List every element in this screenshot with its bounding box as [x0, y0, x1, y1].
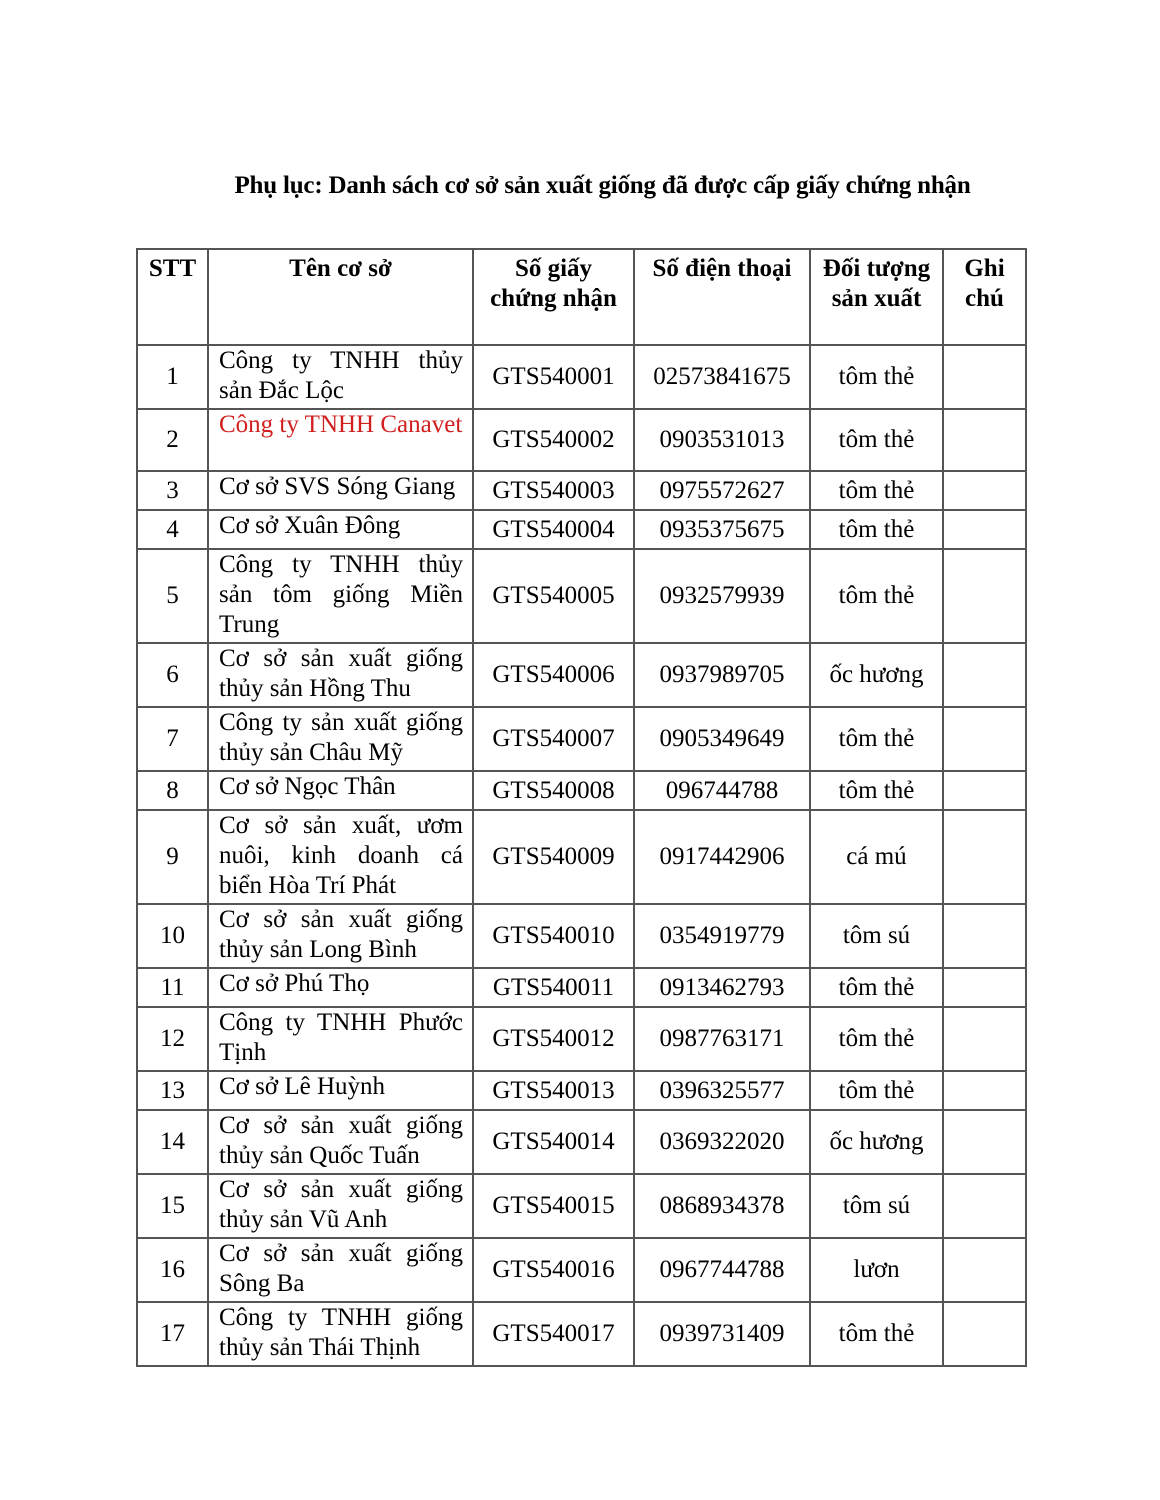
stt-cell: 14 — [137, 1110, 208, 1174]
cert-cell: GTS540008 — [473, 771, 634, 810]
stt-cell: 13 — [137, 1071, 208, 1110]
name-cell: Công ty TNHH Canavet — [208, 409, 473, 471]
target-cell: tôm thẻ — [810, 1302, 943, 1366]
target-cell: tôm thẻ — [810, 409, 943, 471]
stt-cell: 11 — [137, 968, 208, 1007]
target-cell: tôm thẻ — [810, 471, 943, 510]
name-cell: Cơ sở sản xuất, ươm nuôi, kinh doanh cá biển Hòa Trí Phát — [208, 810, 473, 904]
phone-cell: 0913462793 — [634, 968, 810, 1007]
note-cell — [943, 1007, 1026, 1071]
phone-cell: 0937989705 — [634, 643, 810, 707]
name-cell: Cơ sở sản xuất giống thủy sản Vũ Anh — [208, 1174, 473, 1238]
table-row — [137, 643, 1026, 707]
column-header-stt: STT — [137, 249, 208, 345]
target-cell: tôm sú — [810, 1174, 943, 1238]
note-cell — [943, 771, 1026, 810]
table-row — [137, 510, 1026, 549]
stt-cell: 17 — [137, 1302, 208, 1366]
phone-cell: 0905349649 — [634, 707, 810, 771]
page-title: Phụ lục: Danh sách cơ sở sản xuất giống đã được cấp giấy chứng nhận — [234, 172, 971, 199]
note-cell — [943, 1110, 1026, 1174]
name-cell: Công ty TNHH Phước Tịnh — [208, 1007, 473, 1071]
name-cell: Cơ sở SVS Sóng Giang — [208, 471, 473, 510]
table-row — [137, 549, 1026, 643]
cert-cell: GTS540006 — [473, 643, 634, 707]
target-cell: tôm sú — [810, 904, 943, 968]
note-cell — [943, 643, 1026, 707]
name-cell: Công ty TNHH giống thủy sản Thái Thịnh — [208, 1302, 473, 1366]
note-cell — [943, 1174, 1026, 1238]
target-cell: tôm thẻ — [810, 707, 943, 771]
cert-cell: GTS540007 — [473, 707, 634, 771]
target-cell: tôm thẻ — [810, 1007, 943, 1071]
phone-cell: 0396325577 — [634, 1071, 810, 1110]
stt-cell: 15 — [137, 1174, 208, 1238]
cert-cell: GTS540004 — [473, 510, 634, 549]
note-cell — [943, 549, 1026, 643]
target-cell: tôm thẻ — [810, 968, 943, 1007]
cert-cell: GTS540002 — [473, 409, 634, 471]
column-header-target: Đối tượng sản xuất — [810, 249, 943, 345]
cert-cell: GTS540011 — [473, 968, 634, 1007]
stt-cell: 1 — [137, 345, 208, 409]
stt-cell: 10 — [137, 904, 208, 968]
cert-cell: GTS540003 — [473, 471, 634, 510]
name-cell: Công ty TNHH thủy sản Đắc Lộc — [208, 345, 473, 409]
table-row — [137, 1174, 1026, 1238]
table-row — [137, 810, 1026, 904]
phone-cell: 0354919779 — [634, 904, 810, 968]
phone-cell: 0917442906 — [634, 810, 810, 904]
table-row — [137, 968, 1026, 1007]
phone-cell: 0967744788 — [634, 1238, 810, 1302]
name-cell: Cơ sở Lê Huỳnh — [208, 1071, 473, 1110]
note-cell — [943, 1302, 1026, 1366]
table-row — [137, 1302, 1026, 1366]
table-row — [137, 771, 1026, 810]
table-row — [137, 1238, 1026, 1302]
stt-cell: 9 — [137, 810, 208, 904]
table-body — [137, 345, 1026, 1366]
target-cell: tôm thẻ — [810, 510, 943, 549]
stt-cell: 8 — [137, 771, 208, 810]
name-cell: Cơ sở sản xuất giống Sông Ba — [208, 1238, 473, 1302]
phone-cell: 0369322020 — [634, 1110, 810, 1174]
name-cell: Cơ sở sản xuất giống thủy sản Hồng Thu — [208, 643, 473, 707]
note-cell — [943, 510, 1026, 549]
target-cell: tôm thẻ — [810, 1071, 943, 1110]
certificate-table — [136, 248, 1027, 1367]
stt-cell: 6 — [137, 643, 208, 707]
cert-cell: GTS540010 — [473, 904, 634, 968]
cert-cell: GTS540016 — [473, 1238, 634, 1302]
name-cell: Công ty sản xuất giống thủy sản Châu Mỹ — [208, 707, 473, 771]
phone-cell: 0935375675 — [634, 510, 810, 549]
stt-cell: 3 — [137, 471, 208, 510]
table-row — [137, 1110, 1026, 1174]
table-row — [137, 904, 1026, 968]
table-header — [137, 249, 1026, 345]
phone-cell: 0932579939 — [634, 549, 810, 643]
table-row — [137, 1007, 1026, 1071]
cert-cell: GTS540009 — [473, 810, 634, 904]
phone-cell: 0975572627 — [634, 471, 810, 510]
cert-cell: GTS540013 — [473, 1071, 634, 1110]
table-row — [137, 345, 1026, 409]
phone-cell: 02573841675 — [634, 345, 810, 409]
note-cell — [943, 1071, 1026, 1110]
stt-cell: 12 — [137, 1007, 208, 1071]
stt-cell: 5 — [137, 549, 208, 643]
stt-cell: 16 — [137, 1238, 208, 1302]
cert-cell: GTS540001 — [473, 345, 634, 409]
stt-cell: 4 — [137, 510, 208, 549]
table-row — [137, 707, 1026, 771]
name-cell: Cơ sở Xuân Đông — [208, 510, 473, 549]
cert-cell: GTS540012 — [473, 1007, 634, 1071]
column-header-name: Tên cơ sở — [208, 249, 473, 345]
note-cell — [943, 345, 1026, 409]
cert-cell: GTS540005 — [473, 549, 634, 643]
target-cell: tôm thẻ — [810, 549, 943, 643]
column-header-phone: Số điện thoại — [634, 249, 810, 345]
phone-cell: 0939731409 — [634, 1302, 810, 1366]
name-cell: Cơ sở Phú Thọ — [208, 968, 473, 1007]
target-cell: ốc hương — [810, 643, 943, 707]
table-row — [137, 471, 1026, 510]
table-row — [137, 409, 1026, 471]
table-row — [137, 1071, 1026, 1110]
column-header-note: Ghi chú — [943, 249, 1026, 345]
name-cell: Cơ sở sản xuất giống thủy sản Long Bình — [208, 904, 473, 968]
cert-cell: GTS540014 — [473, 1110, 634, 1174]
cert-cell: GTS540017 — [473, 1302, 634, 1366]
target-cell: tôm thẻ — [810, 345, 943, 409]
target-cell: ốc hương — [810, 1110, 943, 1174]
target-cell: tôm thẻ — [810, 771, 943, 810]
target-cell: lươn — [810, 1238, 943, 1302]
phone-cell: 0903531013 — [634, 409, 810, 471]
target-cell: cá mú — [810, 810, 943, 904]
note-cell — [943, 707, 1026, 771]
note-cell — [943, 810, 1026, 904]
phone-cell: 096744788 — [634, 771, 810, 810]
stt-cell: 2 — [137, 409, 208, 471]
note-cell — [943, 409, 1026, 471]
name-cell: Cơ sở sản xuất giống thủy sản Quốc Tuấn — [208, 1110, 473, 1174]
cert-cell: GTS540015 — [473, 1174, 634, 1238]
header-row — [137, 249, 1026, 345]
column-header-cert: Số giấy chứng nhận — [473, 249, 634, 345]
note-cell — [943, 904, 1026, 968]
phone-cell: 0868934378 — [634, 1174, 810, 1238]
name-cell: Cơ sở Ngọc Thân — [208, 771, 473, 810]
phone-cell: 0987763171 — [634, 1007, 810, 1071]
note-cell — [943, 471, 1026, 510]
note-cell — [943, 1238, 1026, 1302]
stt-cell: 7 — [137, 707, 208, 771]
note-cell — [943, 968, 1026, 1007]
name-cell: Công ty TNHH thủy sản tôm giống Miền Trung — [208, 549, 473, 643]
